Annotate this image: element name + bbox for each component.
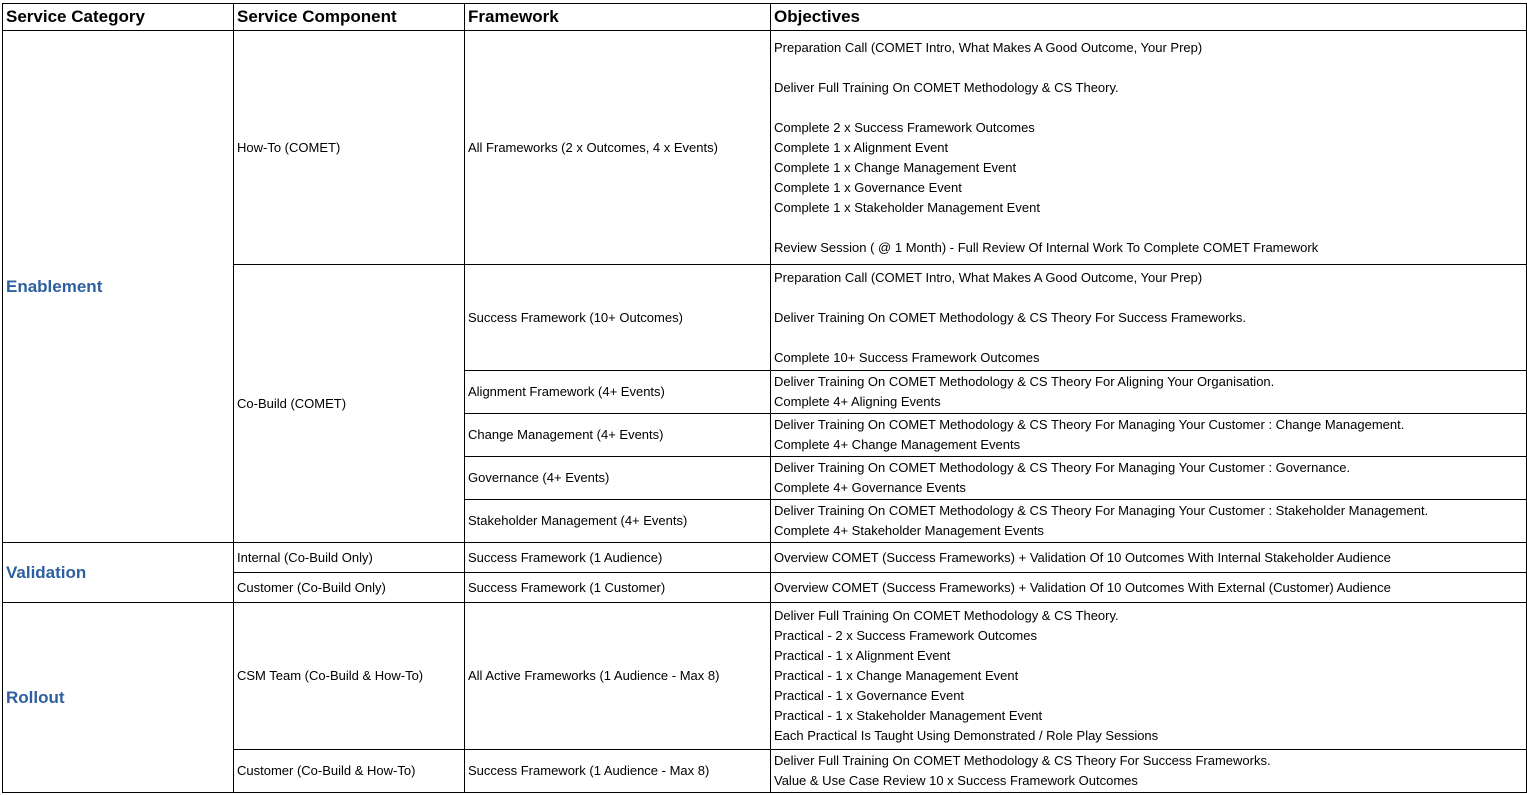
objective-line: Complete 10+ Success Framework Outcomes [774,349,1040,365]
objectives-cell [771,414,1527,457]
objective-line: Deliver Training On COMET Methodology & CS Theory For Aligning Your Organisation. [774,374,1275,389]
framework-cell: Success Framework (1 Customer) [465,573,771,603]
objective-line: Complete 4+ Change Management Events [774,437,1021,452]
objective-line: Deliver Full Training On COMET Methodology & CS Theory. [774,608,1119,623]
component-cell: Co-Build (COMET) [234,265,465,543]
objective-line: Deliver Full Training On COMET Methodology & CS Theory. [774,79,1119,95]
objective-line: Complete 1 x Change Management Event [774,159,1017,175]
objective-line: Complete 1 x Stakeholder Management Event [774,199,1040,215]
objective-line: Complete 4+ Stakeholder Management Events [774,523,1044,538]
objective-line: Preparation Call (COMET Intro, What Makes A Good Outcome, Your Prep) [774,269,1203,285]
objectives-cell [771,573,1527,603]
framework-cell: Stakeholder Management (4+ Events) [465,500,771,543]
objectives-cell [771,603,1527,750]
objective-line: Complete 1 x Governance Event [774,179,962,195]
services-table [2,3,1527,793]
table-row [3,31,1527,265]
objective-line: Overview COMET (Success Frameworks) + Validation Of 10 Outcomes With External (Customer) Audience [774,579,1391,595]
header-service-category: Service Category [3,4,234,31]
framework-cell: Success Framework (1 Audience - Max 8) [465,750,771,793]
objective-line: Practical - 1 x Governance Event [774,688,965,703]
framework-cell: Governance (4+ Events) [465,457,771,500]
objective-line: Deliver Training On COMET Methodology & CS Theory For Managing Your Customer : Stakeholder Management. [774,503,1429,518]
objective-line: Complete 4+ Governance Events [774,480,966,495]
objective-line: Complete 4+ Aligning Events [774,394,941,409]
framework-cell: Alignment Framework (4+ Events) [465,371,771,414]
component-cell: Customer (Co-Build & How-To) [234,750,465,793]
component-cell: CSM Team (Co-Build & How-To) [234,603,465,750]
framework-cell: Success Framework (10+ Outcomes) [465,265,771,371]
objective-line: Deliver Training On COMET Methodology & CS Theory For Managing Your Customer : Change Management. [774,417,1405,432]
objective-line: Complete 2 x Success Framework Outcomes [774,119,1035,135]
objective-line: Preparation Call (COMET Intro, What Makes A Good Outcome, Your Prep) [774,39,1203,55]
objectives-cell [771,543,1527,573]
framework-cell: Change Management (4+ Events) [465,414,771,457]
component-cell: Internal (Co-Build Only) [234,543,465,573]
objective-line: Value & Use Case Review 10 x Success Framework Outcomes [774,773,1138,788]
category-enablement: Enablement [3,31,234,543]
objectives-cell [771,265,1527,371]
objective-line: Practical - 1 x Alignment Event [774,648,951,663]
objective-line: Practical - 1 x Change Management Event [774,668,1019,683]
table-row [3,543,1527,573]
component-cell: Customer (Co-Build Only) [234,573,465,603]
header-service-component: Service Component [234,4,465,31]
objectives-cell [771,457,1527,500]
objective-line: Review Session ( @ 1 Month) - Full Review Of Internal Work To Complete COMET Framework [774,239,1319,255]
objective-line: Deliver Full Training On COMET Methodology & CS Theory For Success Frameworks. [774,753,1271,768]
header-objectives: Objectives [771,4,1527,31]
objective-line: Complete 1 x Alignment Event [774,139,949,155]
framework-cell: All Frameworks (2 x Outcomes, 4 x Events) [465,31,771,265]
objective-line: Practical - 1 x Stakeholder Management Event [774,708,1043,723]
header-row [3,4,1527,31]
objectives-cell [771,371,1527,414]
objectives-cell [771,500,1527,543]
component-cell: How-To (COMET) [234,31,465,265]
objective-line: Deliver Training On COMET Methodology & CS Theory For Managing Your Customer : Governance. [774,460,1351,475]
category-rollout: Rollout [3,603,234,793]
objective-line: Each Practical Is Taught Using Demonstrated / Role Play Sessions [774,728,1159,743]
category-validation: Validation [3,543,234,603]
table-row [3,603,1527,750]
objective-line: Practical - 2 x Success Framework Outcomes [774,628,1037,643]
objective-line: Overview COMET (Success Frameworks) + Validation Of 10 Outcomes With Internal Stakeholder Audience [774,549,1391,565]
framework-cell: All Active Frameworks (1 Audience - Max 8) [465,603,771,750]
header-framework: Framework [465,4,771,31]
objective-line: Deliver Training On COMET Methodology & CS Theory For Success Frameworks. [774,309,1247,325]
objectives-cell [771,750,1527,793]
objectives-cell [771,31,1527,265]
framework-cell: Success Framework (1 Audience) [465,543,771,573]
